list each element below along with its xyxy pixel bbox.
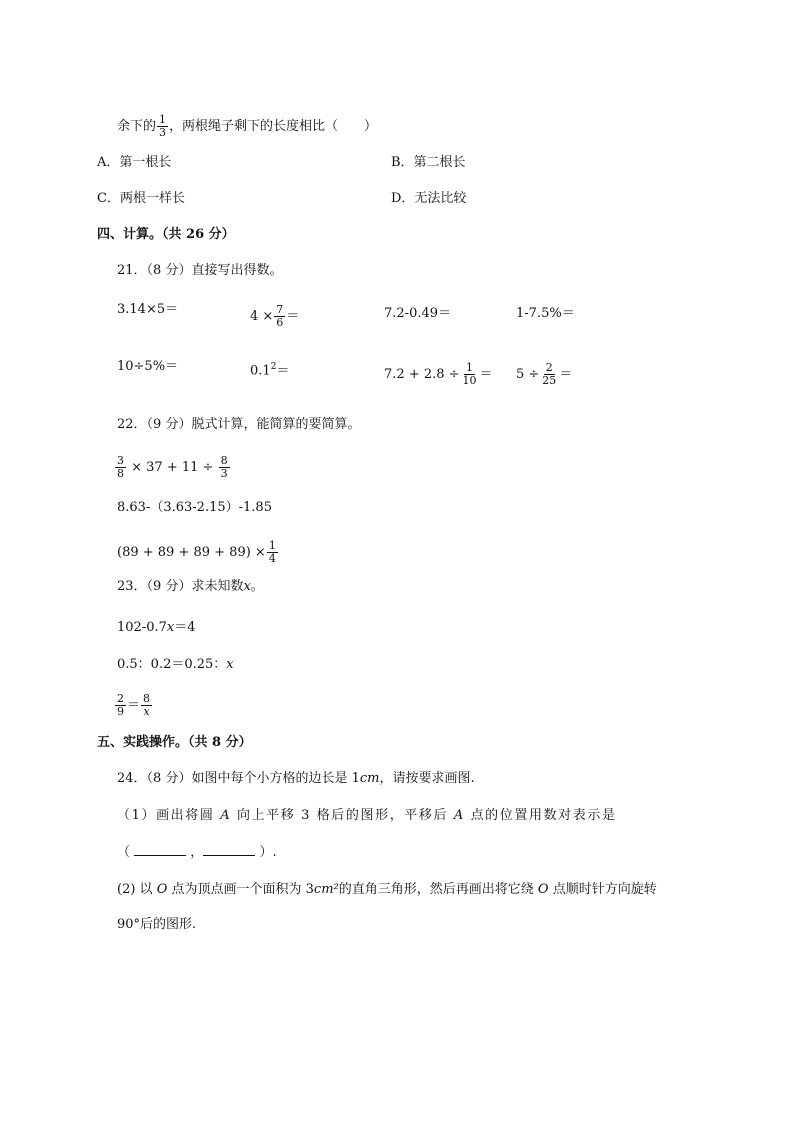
option-a: A．第一根长 (97, 155, 172, 170)
q21-item: 5 ÷ $\frac{2}{25}$ ＝ (516, 361, 573, 387)
q24-part-2-continued: 90°后的图形. (117, 917, 197, 932)
q21-item: 7.2 + 2.8 ÷ $\frac{1}{10}$ ＝ (384, 361, 493, 387)
q22-prompt: 22．（9 分）脱式计算，能简算的要简算。 (117, 417, 361, 432)
fraction: $\frac{2}{25}$ (542, 361, 557, 387)
q21-item: 7.2-0.49＝ (384, 306, 452, 321)
q23-prompt: 23．（9 分）求未知数x。 (117, 579, 264, 594)
fraction: $\frac{3}{8}$ (117, 454, 124, 480)
q23-equation: 102-0.7x＝4 (117, 620, 196, 635)
q21-item: 4 × $\frac{7}{6}$ ＝ (250, 303, 300, 329)
q24-part-1-answer: （ ， ）. (117, 845, 277, 860)
fraction: $\frac{1}{10}$ (462, 361, 477, 387)
q21-item: 3.14×5＝ (117, 302, 179, 317)
fraction: $\frac{1}{4}$ (268, 539, 276, 565)
q23-equation: $\frac{2}{9}$ ＝ $\frac{8}{x}$ (117, 692, 151, 718)
q21-prompt: 21．（8 分）直接写出得数。 (117, 263, 283, 278)
fraction: $\frac{8}{3}$ (220, 454, 228, 480)
q20-stem: 余下的 $\frac{1}{3}$ ，两根绳子剩下的长度相比（ ） (117, 113, 378, 139)
section-title-practice: 五、实践操作。（共 8 分） (97, 735, 252, 750)
option-b: B．第二根长 (391, 155, 466, 170)
fraction: $\frac{2}{9}$ (117, 692, 124, 718)
q22-expression: 8.63-（3.63-2.15）-1.85 (117, 500, 272, 515)
fraction: $\frac{7}{6}$ (276, 303, 284, 329)
q22-expression: (89 + 89 + 89 + 89) × $\frac{1}{4}$ (117, 539, 276, 565)
fraction: $\frac{1}{3}$ (159, 113, 167, 139)
q23-equation: 0.5：0.2＝0.25：x (117, 657, 234, 672)
q21-item: 1-7.5%＝ (516, 306, 575, 321)
answer-blank[interactable] (134, 843, 186, 856)
q24-prompt: 24．（8 分）如图中每个小方格的边长是 1cm，请按要求画图. (117, 771, 475, 786)
q24-part-2: (2) 以 O 点为顶点画一个面积为 3cm²的直角三角形，然后再画出将它绕 O 点顺时针方向旋转 (117, 882, 657, 897)
q21-item: $0.1^2=$ (250, 362, 290, 379)
option-c: C．两根一样长 (97, 191, 185, 206)
answer-blank[interactable] (203, 843, 255, 856)
fraction: $\frac{8}{x}$ (143, 692, 151, 718)
q21-item: 10÷5%＝ (117, 359, 179, 374)
q22-expression: $\frac{3}{8}$ × 37 + 11 ÷ $\frac{8}{3}$ (117, 454, 228, 480)
section-title-calculation: 四、计算。（共 26 分） (97, 227, 235, 242)
q24-part-1: （1）画出将圆 A 向上平移 3 格后的图形，平移后 A 点的位置用数对表示是 (117, 808, 617, 823)
option-d: D．无法比较 (391, 191, 467, 206)
